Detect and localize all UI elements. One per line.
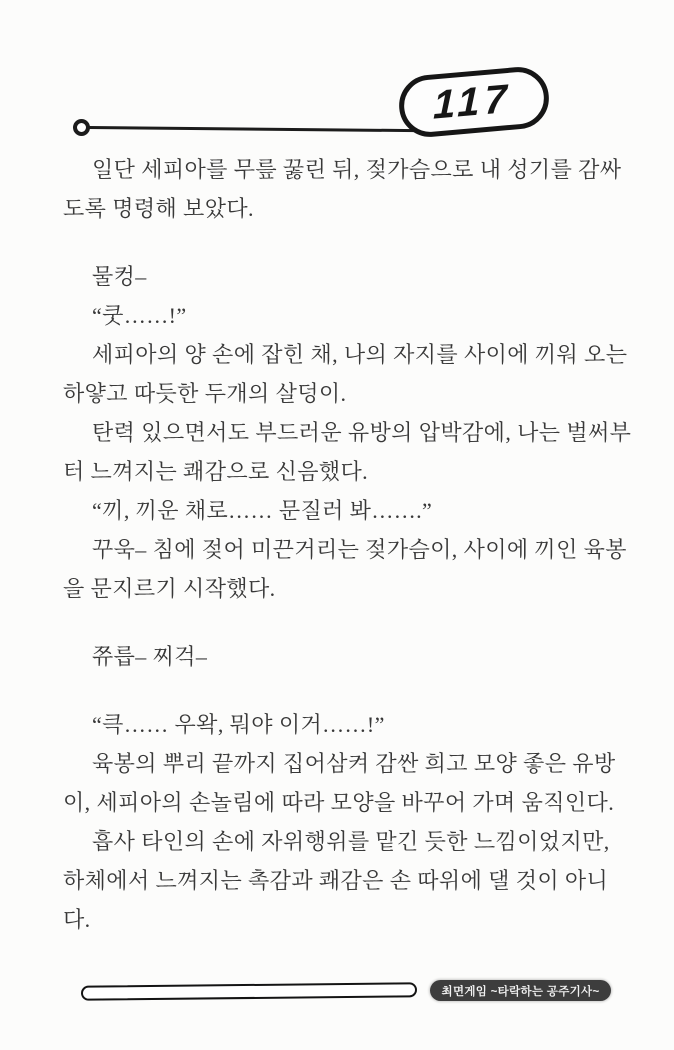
page-number-badge [397, 65, 552, 140]
blank-line [63, 676, 611, 705]
text-line: “쿳……!” [92, 303, 187, 328]
text-line: 탄력 있으면서도 부드러운 유방의 압박감에, 나는 벌써부 [92, 420, 632, 445]
body-text [63, 150, 632, 939]
text-line: 꾸욱– 침에 젖어 미끈거리는 젖가슴이, 사이에 끼인 육봉 [92, 537, 627, 562]
blank-line [63, 608, 611, 637]
text-line: 이, 세피아의 손놀림에 따라 모양을 바꾸어 가며 움직인다. [63, 790, 615, 815]
text-line: 도록 명령해 보았다. [63, 196, 254, 221]
blank-line [63, 228, 611, 257]
text-line: 다. [63, 907, 91, 932]
text-line: 하얗고 따듯한 두개의 살덩이. [63, 381, 347, 406]
text-line: “끼, 끼운 채로…… 문질러 봐…….” [92, 498, 433, 523]
text-line: 세피아의 양 손에 잡힌 채, 나의 자지를 사이에 끼워 오는 [92, 342, 628, 367]
text-line: 쮸릅– 찌걱– [92, 644, 208, 669]
header-ring-ornament [73, 119, 90, 136]
series-title: 최면게임 ~타락하는 공주기사~ [441, 985, 600, 998]
text-line: 하체에서 느껴지는 촉감과 쾌감은 손 따위에 댈 것이 아니 [63, 868, 609, 893]
text-line: 을 문지르기 시작했다. [63, 576, 276, 601]
text-line: 육봉의 뿌리 끝까지 집어삼켜 감싼 희고 모양 좋은 유방 [92, 751, 616, 776]
text-line: 흡사 타인의 손에 자위행위를 맡긴 듯한 느낌이었지만, [92, 829, 610, 854]
text-line: 일단 세피아를 무릎 꿇린 뒤, 젖가슴으로 내 성기를 감싸 [92, 157, 622, 182]
text-line: “큭…… 우왁, 뭐야 이거……!” [92, 712, 385, 737]
text-line: 물컹– [92, 264, 147, 289]
page-number: 117 [432, 76, 512, 128]
series-title-badge [430, 980, 611, 1001]
footer-rule-bar [81, 982, 417, 1001]
text-line: 터 느껴지는 쾌감으로 신음했다. [63, 459, 369, 484]
